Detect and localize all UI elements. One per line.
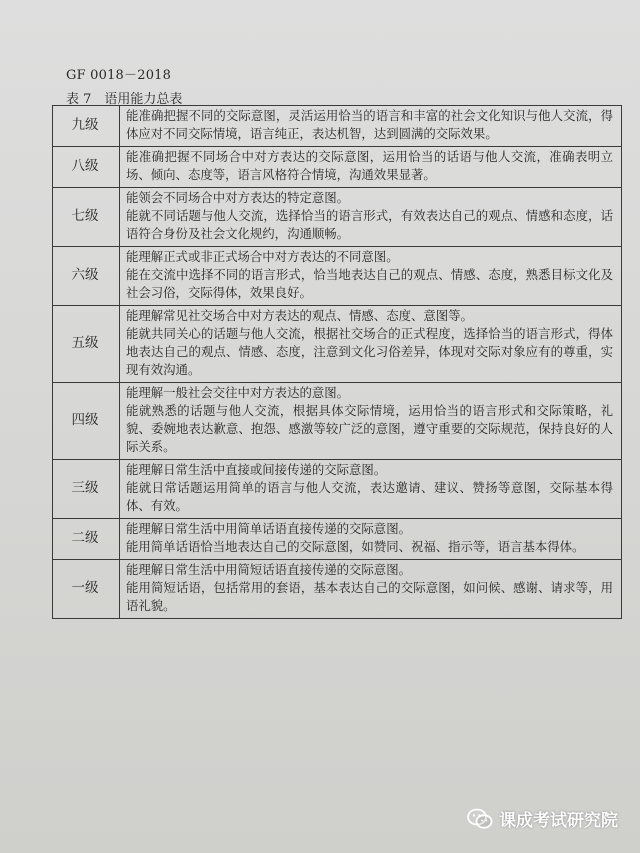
description-line: 能就日常话题运用简单的语言与他人交流，表达邀请、建议、赞扬等意图，交际基本得体、有效。 [126, 480, 613, 513]
description-cell [120, 383, 622, 460]
level-cell: 九级 [53, 106, 120, 147]
watermark-text: 课成考试研究院 [499, 811, 618, 831]
level-cell: 八级 [53, 147, 120, 188]
description-line: 能理解一般社会交往中对方表达的意图。 [126, 385, 350, 400]
level-cell: 五级 [53, 306, 120, 383]
table-body [53, 106, 622, 619]
standard-code: GF 0018－2018 [66, 68, 172, 83]
description-line: 能理解日常生活中用简单话语直接传递的交际意图。 [126, 521, 411, 536]
watermark [467, 806, 618, 831]
description-line: 能用简单话语恰当地表达自己的交际意图，如赞同、祝福、指示等，语言基本得体。 [126, 539, 585, 554]
table-row [53, 383, 622, 460]
description-line: 能领会不同场合中对方表达的特定意图。 [126, 190, 350, 205]
description-cell [120, 106, 622, 147]
table-row [53, 460, 622, 519]
description-line: 能理解日常生活中直接或间接传递的交际意图。 [126, 462, 387, 477]
level-cell: 三级 [53, 460, 120, 519]
table-caption: 表 7 语用能力总表 [66, 92, 183, 107]
description-cell [120, 147, 622, 188]
description-line: 能用简短话语，包括常用的套语，基本表达自己的交际意图，如问候、感谢、请求等，用语礼貌。 [126, 580, 613, 613]
table-row [53, 147, 622, 188]
table-row [53, 519, 622, 560]
level-cell: 六级 [53, 247, 120, 306]
description-cell [120, 560, 622, 619]
level-cell: 四级 [53, 383, 120, 460]
description-line: 能理解常见社交场合中对方表达的观点、情感、态度、意图等。 [126, 308, 473, 323]
level-cell: 七级 [53, 188, 120, 247]
description-cell [120, 306, 622, 383]
description-line: 能准确把握不同的交际意图，灵活运用恰当的语言和丰富的社会文化知识与他人交流，得体应对不同交际情境，语言纯正，表达机智，达到圆满的交际效果。 [126, 108, 613, 141]
table-row [53, 306, 622, 383]
level-cell: 二级 [53, 519, 120, 560]
description-line: 能就熟悉的话题与他人交流，根据具体交际情境，运用恰当的语言形式和交际策略，礼貌、委婉地表达歉意、抱怨、感激等较广泛的意图，遵守重要的交际规范，保持良好的人际关系。 [126, 403, 613, 454]
description-line: 能理解正式或非正式场合中对方表达的不同意图。 [126, 249, 399, 264]
description-cell [120, 519, 622, 560]
table-row [53, 560, 622, 619]
description-cell [120, 188, 622, 247]
wechat-icon [467, 808, 493, 830]
table-row [53, 188, 622, 247]
description-cell [120, 460, 622, 519]
description-line: 能就不同话题与他人交流，选择恰当的语言形式，有效表达自己的观点、情感和态度，话语符合身份及社会文化规约，沟通顺畅。 [126, 208, 613, 241]
pragmatic-ability-table [52, 105, 622, 619]
description-line: 能理解日常生活中用简短话语直接传递的交际意图。 [126, 562, 411, 577]
description-cell [120, 247, 622, 306]
table-row [53, 247, 622, 306]
description-line: 能准确把握不同场合中对方表达的交际意图，运用恰当的话语与他人交流，准确表明立场、倾向、态度等，语言风格符合情境，沟通效果显著。 [126, 149, 613, 182]
level-cell: 一级 [53, 560, 120, 619]
description-line: 能在交流中选择不同的语言形式，恰当地表达自己的观点、情感、态度，熟悉目标文化及社会习俗，交际得体，效果良好。 [126, 267, 613, 300]
description-line: 能就共同关心的话题与他人交流，根据社交场合的正式程度，选择恰当的语言形式，得体地表达自己的观点、情感、态度，注意到文化习俗差异，体现对交际对象应有的尊重，实现有效沟通。 [126, 326, 613, 377]
table-row [53, 106, 622, 147]
